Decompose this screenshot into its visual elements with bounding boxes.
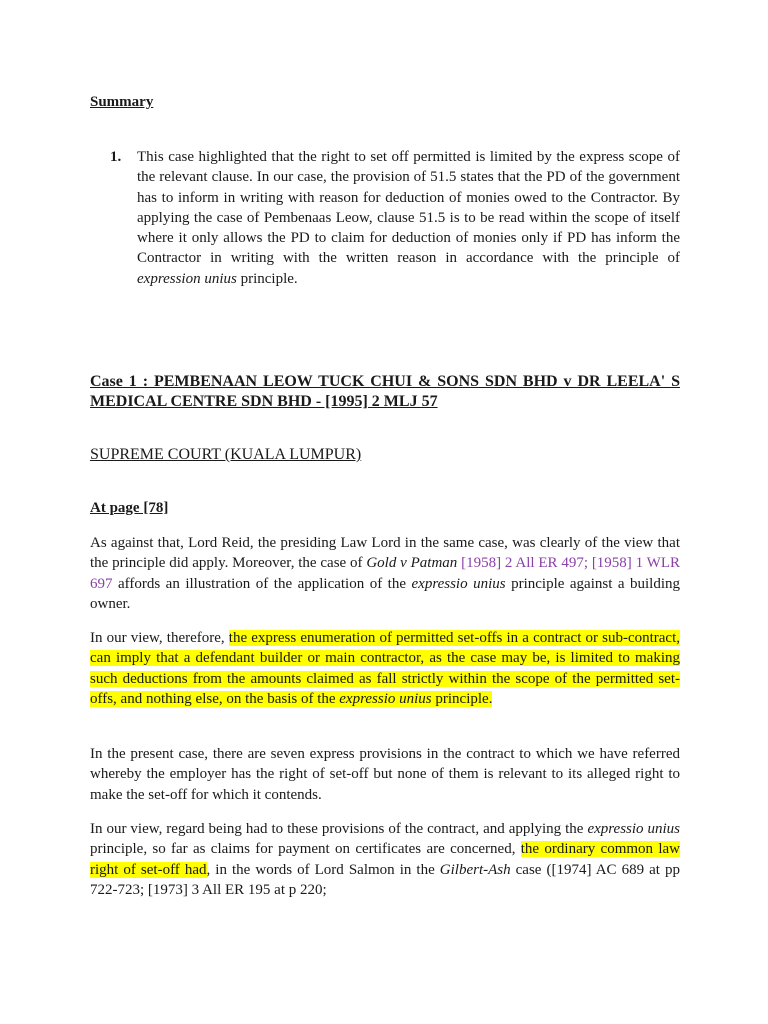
court-heading: SUPREME COURT (KUALA LUMPUR) [90, 446, 362, 463]
paragraph-lord-reid [90, 533, 680, 614]
case-name-gilbert-ash: Gilbert-Ash [439, 861, 511, 878]
case-name-gold-v-patman: Gold v Patman [366, 555, 458, 572]
highlighted-text: the express enumeration of permitted set-offs in a contract or sub-contract, can imply that a defendant builder or main contractor, as the case may be, is limited to making such deductions from the amounts claimed as fall strictly within the scope of the permitted set-offs, and nothing else, on the basis of the [90, 630, 680, 707]
para1-text: As against that, Lord Reid, the presiding Law Lord in the same case, was clearly of the view that the principle did apply. Moreover, the case of [90, 535, 680, 572]
page-reference-heading: At page [78] [90, 500, 169, 516]
para4-text: In our view, regard being had to these provisions of the contract, and applying the [90, 821, 588, 837]
citation-link[interactable]: [1958] 2 All ER 497; [1958] 1 WLR 697 [90, 555, 680, 592]
para2-text: In our view, therefore, [90, 630, 229, 646]
paragraph-seven-provisions: In the present case, there are seven express provisions in the contract to which we have referred whereby the employer has the right of set-off but none of them is relevant to its alleged right to make the set-off for which it contends. [90, 746, 680, 803]
case-heading: Case 1 : PEMBENAAN LEOW TUCK CHUI & SONS SDN BHD v DR LEELA' S MEDICAL CENTRE SDN BHD - [1995] 2 MLJ 57 [90, 373, 680, 410]
summary-text-end: principle. [236, 270, 298, 287]
summary-text: This case highlighted that the right to set off permitted is limited by the express scope of the relevant clause. In our case, the provision of 51.5 states that the PD of the government has to inform in writing with reason for deduction of monies owed to the Contractor. By applying the case of Pembenaas Leow, clause 51.5 is to be read within the scope of itself where it only allows the PD to claim for deduction of monies only if PD has inform the Contractor in writing with the written reason in accordance with the principle of [137, 149, 680, 267]
summary-italic-term: expression unius [137, 270, 237, 287]
highlighted-text: the ordinary common law right of set-off had [90, 841, 680, 878]
summary-heading: Summary [90, 94, 154, 110]
paragraph-express-enumeration [90, 628, 680, 709]
list-item-number: 1. [110, 149, 122, 165]
para4-text-3: , in the words of Lord Salmon in the [206, 861, 440, 878]
para4-text-2: principle, so far as claims for payment on certificates are concerned, [90, 841, 521, 858]
para4-text-4: case ([1974] AC 689 at pp 722-723; [1973] 3 All ER 195 at p 220; [90, 861, 680, 898]
para1-text-2: affords an illustration of the application of the [112, 575, 412, 592]
para1-text-3: principle against a building owner. [90, 575, 680, 612]
summary-item-text [137, 147, 680, 289]
paragraph-common-law-set-off [90, 819, 680, 900]
summary-list-item [112, 147, 680, 289]
para1-italic-term: expressio unius [411, 575, 506, 592]
para4-italic-term: expressio unius [587, 821, 680, 837]
highlighted-text-end: principle. [431, 690, 493, 707]
highlighted-italic-term: expressio unius [339, 690, 432, 707]
